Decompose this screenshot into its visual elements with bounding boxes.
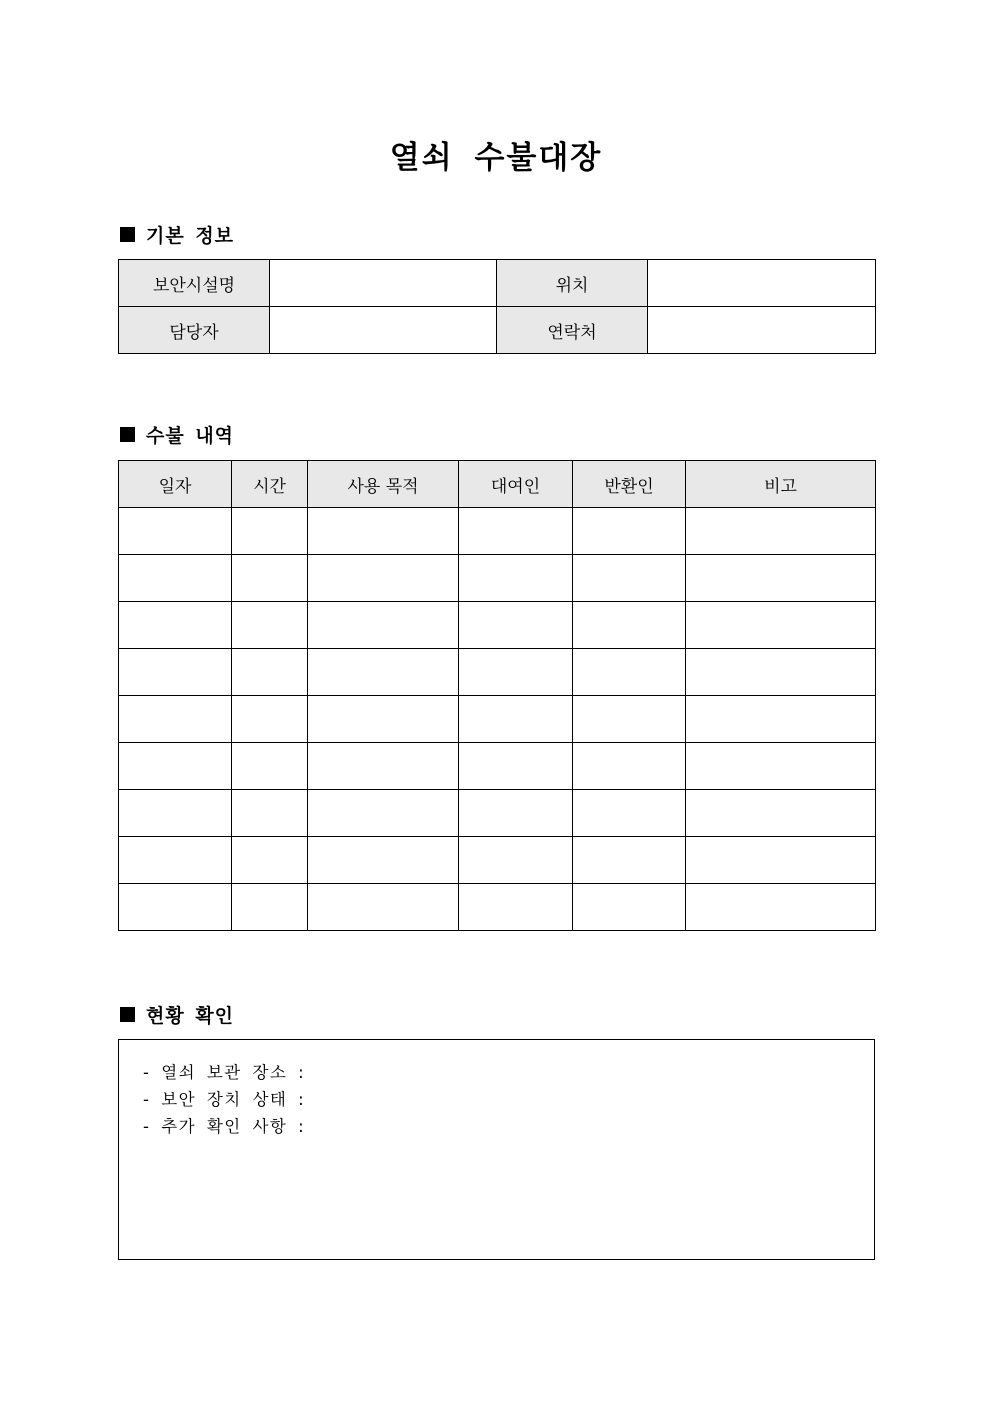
table-row <box>119 649 876 696</box>
column-header-returner: 반환인 <box>573 461 686 508</box>
column-header-time: 시간 <box>232 461 308 508</box>
manager-label: 담당자 <box>119 307 270 354</box>
ledger-cell-borrower[interactable] <box>459 696 573 743</box>
table-row <box>119 260 876 307</box>
section-heading-ledger <box>118 421 234 447</box>
manager-field[interactable] <box>270 307 497 354</box>
square-bullet-icon <box>120 227 135 242</box>
ledger-cell-returner[interactable] <box>573 790 686 837</box>
ledger-cell-date[interactable] <box>119 790 232 837</box>
ledger-cell-returner[interactable] <box>573 602 686 649</box>
ledger-cell-borrower[interactable] <box>459 555 573 602</box>
ledger-cell-remarks[interactable] <box>686 743 876 790</box>
ledger-cell-borrower[interactable] <box>459 837 573 884</box>
ledger-table <box>118 460 876 931</box>
column-header-purpose: 사용 목적 <box>308 461 459 508</box>
ledger-cell-date[interactable] <box>119 884 232 931</box>
table-row <box>119 884 876 931</box>
facility-name-field[interactable] <box>270 260 497 307</box>
ledger-cell-borrower[interactable] <box>459 790 573 837</box>
table-row <box>119 837 876 884</box>
page-title: 열쇠 수불대장 <box>389 140 603 176</box>
ledger-cell-time[interactable] <box>232 555 308 602</box>
status-check-box[interactable] <box>118 1039 875 1260</box>
location-field[interactable] <box>648 260 876 307</box>
table-header-row <box>119 461 876 508</box>
ledger-cell-returner[interactable] <box>573 743 686 790</box>
table-row <box>119 307 876 354</box>
column-header-remarks: 비고 <box>686 461 876 508</box>
ledger-cell-remarks[interactable] <box>686 884 876 931</box>
ledger-cell-time[interactable] <box>232 649 308 696</box>
ledger-cell-returner[interactable] <box>573 508 686 555</box>
section-heading-label: 수불 내역 <box>146 424 235 447</box>
ledger-cell-purpose[interactable] <box>308 508 459 555</box>
square-bullet-icon <box>120 427 135 442</box>
status-line-additional: - 추가 확인 사항 : <box>143 1117 306 1136</box>
status-line-device-state: - 보안 장치 상태 : <box>143 1090 306 1109</box>
ledger-cell-remarks[interactable] <box>686 602 876 649</box>
ledger-cell-purpose[interactable] <box>308 790 459 837</box>
ledger-cell-purpose[interactable] <box>308 555 459 602</box>
ledger-cell-date[interactable] <box>119 602 232 649</box>
ledger-cell-time[interactable] <box>232 790 308 837</box>
ledger-cell-time[interactable] <box>232 508 308 555</box>
table-row <box>119 555 876 602</box>
facility-name-label: 보안시설명 <box>119 260 270 307</box>
ledger-cell-returner[interactable] <box>573 884 686 931</box>
ledger-cell-purpose[interactable] <box>308 837 459 884</box>
ledger-cell-date[interactable] <box>119 649 232 696</box>
ledger-cell-borrower[interactable] <box>459 743 573 790</box>
ledger-cell-borrower[interactable] <box>459 884 573 931</box>
ledger-cell-date[interactable] <box>119 837 232 884</box>
ledger-cell-remarks[interactable] <box>686 790 876 837</box>
section-heading-label: 기본 정보 <box>146 224 235 247</box>
table-row <box>119 602 876 649</box>
section-heading-basic-info <box>118 221 234 247</box>
ledger-cell-date[interactable] <box>119 555 232 602</box>
ledger-cell-borrower[interactable] <box>459 649 573 696</box>
ledger-cell-date[interactable] <box>119 743 232 790</box>
ledger-cell-purpose[interactable] <box>308 696 459 743</box>
table-row <box>119 790 876 837</box>
section-heading-label: 현황 확인 <box>146 1004 235 1027</box>
status-line-key-location: - 열쇠 보관 장소 : <box>143 1063 306 1082</box>
location-label: 위치 <box>497 260 648 307</box>
ledger-cell-remarks[interactable] <box>686 508 876 555</box>
contact-label: 연락처 <box>497 307 648 354</box>
ledger-cell-date[interactable] <box>119 696 232 743</box>
ledger-cell-time[interactable] <box>232 602 308 649</box>
ledger-cell-returner[interactable] <box>573 696 686 743</box>
ledger-cell-remarks[interactable] <box>686 555 876 602</box>
ledger-cell-purpose[interactable] <box>308 602 459 649</box>
ledger-cell-returner[interactable] <box>573 555 686 602</box>
table-row <box>119 508 876 555</box>
ledger-cell-purpose[interactable] <box>308 649 459 696</box>
ledger-cell-purpose[interactable] <box>308 884 459 931</box>
status-lines <box>143 1059 305 1140</box>
column-header-borrower: 대여인 <box>459 461 573 508</box>
table-row <box>119 696 876 743</box>
ledger-cell-borrower[interactable] <box>459 508 573 555</box>
ledger-cell-time[interactable] <box>232 837 308 884</box>
ledger-cell-remarks[interactable] <box>686 649 876 696</box>
ledger-cell-time[interactable] <box>232 743 308 790</box>
contact-field[interactable] <box>648 307 876 354</box>
ledger-cell-borrower[interactable] <box>459 602 573 649</box>
ledger-cell-remarks[interactable] <box>686 837 876 884</box>
table-row <box>119 743 876 790</box>
ledger-cell-date[interactable] <box>119 508 232 555</box>
ledger-cell-remarks[interactable] <box>686 696 876 743</box>
square-bullet-icon <box>120 1007 135 1022</box>
ledger-cell-time[interactable] <box>232 696 308 743</box>
ledger-cell-returner[interactable] <box>573 837 686 884</box>
ledger-cell-purpose[interactable] <box>308 743 459 790</box>
column-header-date: 일자 <box>119 461 232 508</box>
basic-info-table <box>118 259 876 354</box>
ledger-body <box>119 508 876 931</box>
section-heading-status <box>118 1001 234 1027</box>
ledger-cell-returner[interactable] <box>573 649 686 696</box>
ledger-cell-time[interactable] <box>232 884 308 931</box>
